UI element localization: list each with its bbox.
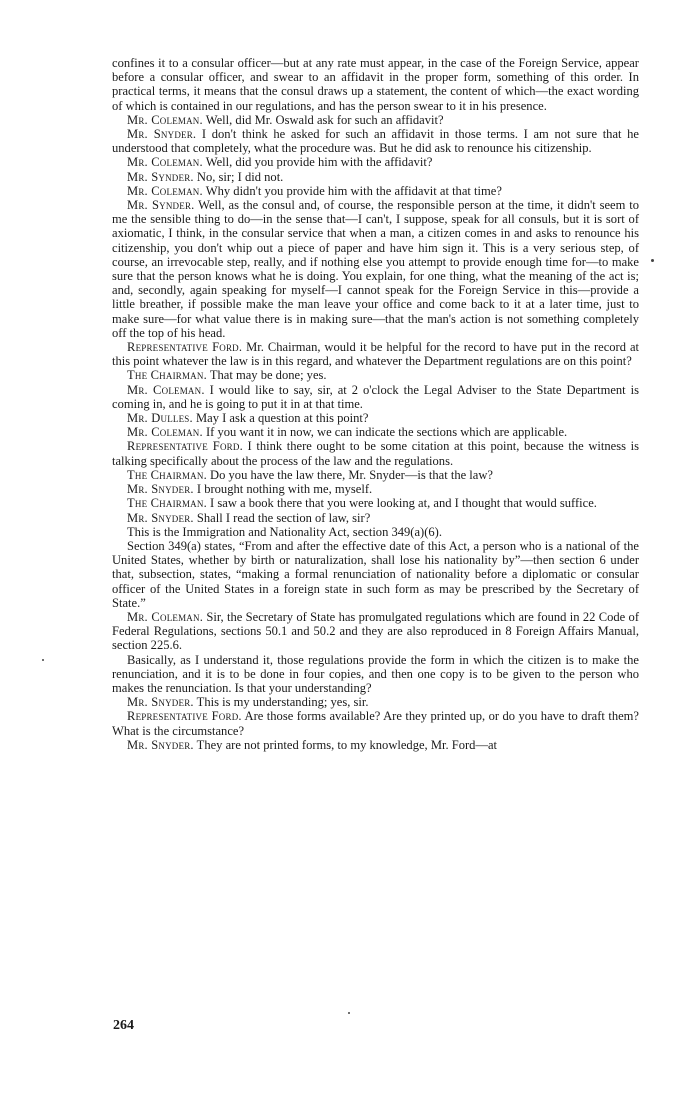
paragraph <box>112 439 639 467</box>
speaker: Mr. Snyder. <box>127 127 197 142</box>
speaker: The Chairman. <box>127 496 207 511</box>
speaker: Mr. Snyder. <box>127 482 194 497</box>
speaker: Mr. Coleman. <box>127 425 203 440</box>
paragraph-text: They are not printed forms, to my knowledge, Mr. Ford—at <box>196 737 498 752</box>
speaker: Mr. Dulles. <box>127 411 193 426</box>
paragraph <box>112 425 639 439</box>
paragraph <box>112 170 639 184</box>
paragraph <box>112 368 639 382</box>
paragraph <box>112 198 639 340</box>
paragraph <box>112 695 639 709</box>
paragraph-text: Section 349(a) states, “From and after the effective date of this Act, a person who is a national of the United States, whether by birth or naturalization, shall lose his nationality by”—then section 6 under that, subsection, states, “making a formal renunciation of nationality before a diplomatic or consular officer of the United States in a foreign state in such form as may be prescribed by the Secretary of State.” <box>112 538 639 610</box>
paragraph-text: Mr. Chairman, would it be helpful for the record to have put in the record at this point whatever the law is in this regard, and whatever the Department regulations are on this point? <box>112 340 640 369</box>
paragraph <box>112 525 639 539</box>
paragraph-text: I think there ought to be some citation at this point, because the witness is talking specifically about the process of the law and the regulations. <box>112 439 639 468</box>
paragraph-text: If you want it in now, we can indicate the sections which are applicable. <box>205 425 568 440</box>
speaker: Mr. Snyder. <box>127 737 194 752</box>
speaker: Mr. Coleman. <box>127 609 204 624</box>
paragraph <box>112 653 639 696</box>
scan-speck <box>42 659 44 661</box>
speaker: Representative Ford. <box>127 439 243 454</box>
speaker: Mr. Coleman. <box>127 382 205 397</box>
paragraph <box>112 468 639 482</box>
paragraph-text: Well, did Mr. Oswald ask for such an affidavit? <box>205 112 444 127</box>
speaker: Mr. Snyder. <box>127 695 194 710</box>
paragraph <box>112 56 639 113</box>
paragraph-text: Shall I read the section of law, sir? <box>196 510 371 525</box>
paragraph <box>112 610 639 653</box>
paragraph-text: Well, did you provide him with the affidavit? <box>205 155 433 170</box>
scan-speck <box>651 259 654 262</box>
speaker: Mr. Coleman. <box>127 183 203 198</box>
paragraph <box>112 127 639 155</box>
paragraph-text: I would like to say, sir, at 2 o'clock the Legal Adviser to the State Department is coming in, and he is going to put it in at that time. <box>112 382 639 411</box>
paragraph <box>112 340 639 368</box>
paragraph <box>112 539 639 610</box>
paragraph-text: Basically, as I understand it, those regulations provide the form in which the citizen is to make the renunciation, and it is to be done in four copies, and then one copy is to be given to the person who makes the renunciation. Is that your understanding? <box>112 652 639 695</box>
paragraph-text: I saw a book there that you were looking at, and I thought that would suffice. <box>210 496 597 511</box>
page-number: 264 <box>113 1018 134 1033</box>
paragraph-text: This is my understanding; yes, sir. <box>196 695 369 710</box>
speaker: Representative Ford. <box>127 709 242 724</box>
paragraph-text: That may be done; yes. <box>209 368 327 383</box>
paragraph-text: Sir, the Secretary of State has promulgated regulations which are found in 22 Code of Federal Regulations, sections 50.1 and 50.2 and they are also reproduced in 8 Foreign Affairs Manual, section 225.6. <box>112 609 640 653</box>
paragraph-text: Why didn't you provide him with the affidavit at that time? <box>205 183 502 198</box>
paragraph <box>112 113 639 127</box>
paragraph-text: I brought nothing with me, myself. <box>196 482 373 497</box>
scan-speck <box>348 1012 350 1014</box>
paragraph-text: May I ask a question at this point? <box>195 411 369 426</box>
paragraph-text: Well, as the consul and, of course, the responsible person at the time, it didn't seem to me the sensible thing to do—in the sense that—I can't, I suppose, speak for all consuls, but it is sort of axiomatic, I think, in the consular service that when a man, a citizen comes in and asks to renounce his citizenship, you don't whip out a piece of paper and have him sign it. This is a very serious step, of course, an irrevocable step, really, and if nothing else you attempt to provide enough time for—to make sure that the person knows what he is doing. You explain, for one thing, what the meaning of the act is; and, secondly, again speaking for myself—I cannot speak for the Foreign Service in this—provide a little breather, if possible make the man leave your office and come back to it at a later time, just to make sure—for what value there is in making sure—that the man's action is not something completely off the top of his head. <box>112 198 639 340</box>
document-body <box>112 56 639 752</box>
paragraph-text: I don't think he asked for such an affidavit in those terms. I am not sure that he understood that completely, what the procedure was. But he did ask to renounce his citizenship. <box>112 127 640 156</box>
paragraph <box>112 738 639 752</box>
paragraph <box>112 155 639 169</box>
paragraph <box>112 511 639 525</box>
speaker: Mr. Synder. <box>127 169 194 184</box>
paragraph-text: No, sir; I did not. <box>196 169 284 184</box>
paragraph <box>112 496 639 510</box>
paragraph <box>112 709 639 737</box>
speaker: The Chairman. <box>127 467 207 482</box>
paragraph-text: Do you have the law there, Mr. Snyder—is that the law? <box>210 467 493 482</box>
paragraph-text: Are those forms available? Are they printed up, or do you have to draft them? What is the circumstance? <box>112 709 639 738</box>
paragraph <box>112 411 639 425</box>
speaker: The Chairman. <box>127 368 207 383</box>
paragraph-text: This is the Immigration and Nationality Act, section 349(a)(6). <box>127 524 442 539</box>
speaker: Mr. Coleman. <box>127 112 203 127</box>
speaker: Mr. Snyder. <box>127 510 194 525</box>
speaker: Mr. Coleman. <box>127 155 203 170</box>
speaker: Representative Ford. <box>127 340 243 355</box>
speaker: Mr. Synder. <box>127 198 195 213</box>
paragraph <box>112 184 639 198</box>
paragraph <box>112 482 639 496</box>
paragraph-text: confines it to a consular officer—but at any rate must appear, in the case of the Foreign Service, appear before a consular officer, and swear to an affidavit in the proper form, something of this order. In practical terms, it means that the consul draws up a statement, the content of which—the exact wording of which is contained in our regulations, and has the person swear to it in his presence. <box>112 56 639 113</box>
paragraph <box>112 383 639 411</box>
